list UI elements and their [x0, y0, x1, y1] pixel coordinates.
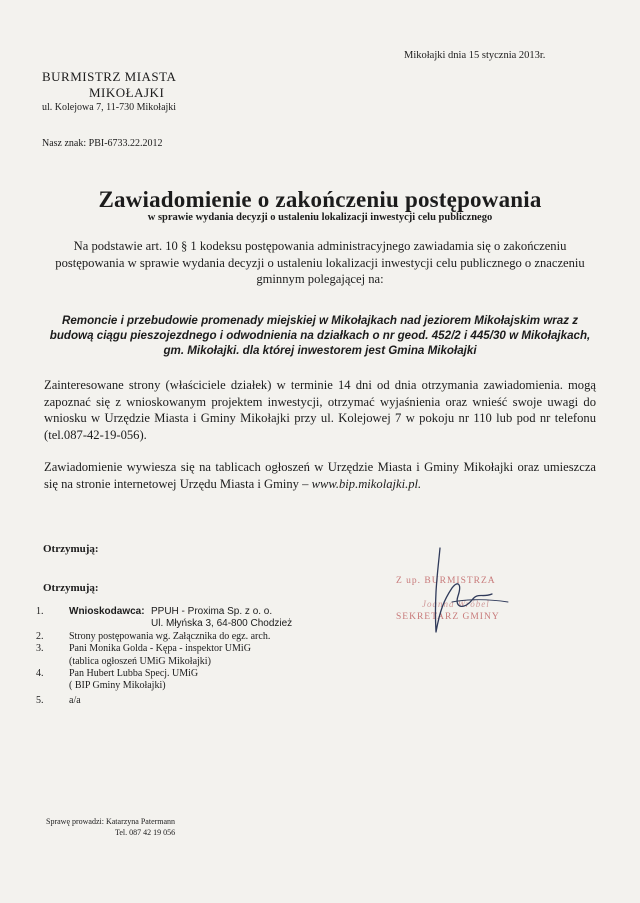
reference-number: Nasz znak: PBI-6733.22.2012: [42, 138, 163, 149]
signature: [412, 540, 532, 640]
document-subtitle: w sprawie wydania decyzji o ustaleniu lokalizacji inwestycji celu publicznego: [147, 212, 493, 223]
list-item: [36, 695, 596, 707]
list-item: [36, 668, 596, 680]
item-number: 4.: [36, 668, 44, 680]
item-number: 5.: [36, 694, 44, 706]
notice-paragraph: [44, 459, 596, 492]
issuer-office-line1: BURMISTRZ MIASTA: [42, 69, 177, 84]
recipients-heading-1: Otrzymują:: [43, 543, 99, 555]
item-text: Pani Monika Golda - Kępa - inspektor UMiG: [69, 643, 251, 655]
recipients-heading-2: Otrzymują:: [43, 582, 99, 594]
issuer-office-line2: MIKOŁAJKI: [89, 85, 165, 100]
list-item: [36, 643, 596, 655]
item-number: 1.: [36, 606, 44, 617]
item-subtext: ( BIP Gminy Mikołajki): [69, 680, 166, 692]
stamp-line-1: Z up. BURMISTRZA: [396, 576, 496, 586]
stamp-line-3: SEKRETARZ GMINY: [396, 612, 500, 622]
applicant-name: PPUH - Proxima Sp. z o. o.: [151, 606, 273, 617]
item-subtext: (tablica ogłoszeń UMiG Mikołajki): [69, 655, 211, 667]
item-number: 3.: [36, 643, 44, 655]
item-text: a/a: [69, 694, 81, 706]
stamp-line-2: Joanna Wróbel: [422, 599, 490, 609]
case-handler-phone: Tel. 087 42 19 056: [115, 828, 176, 837]
notice-text: Zawiadomienie wywiesza się na tablicach ogłoszeń w Urzędzie Miasta i Gminy Mikołajki oraz umieszcza się na stronie internetowej Urzędu Miasta i Gminy –: [44, 460, 596, 491]
intro-paragraph: Na podstawie art. 10 § 1 kodeksu postępowania administracyjnego zawiadamia się o zakończeniu postępowania w sprawie wydania decyzji o ustaleniu lokalizacji inwestycji celu publicznego o znaczeniu gminnym polegającej na:: [55, 239, 585, 287]
document-date: Mikołajki dnia 15 stycznia 2013r.: [404, 50, 546, 61]
official-stamp: [372, 540, 532, 640]
info-paragraph: Zainteresowane strony (właściciele działek) w terminie 14 dni od dnia otrzymania zawiadomienia. mogą zapoznać się z wnioskowanym projektem inwestycji, otrzymać wyjaśnienia oraz wnieść swoje uwagi do wniosku w Urzędzie Miasta i Gminy Mikołajki przy ul. Kolejowej 7 w pokoju nr 110 lub pod nr telefonu (tel.087-42-19-056).: [44, 378, 596, 442]
bip-url: www.bip.mikolajki.pl.: [311, 476, 422, 491]
issuer-address: ul. Kolejowa 7, 11-730 Mikołajki: [42, 102, 177, 113]
document-title: Zawiadomienie o zakończeniu postępowania: [98, 187, 542, 212]
item-text: Strony postępowania wg. Załącznika do egz. arch.: [69, 630, 271, 642]
item-number: 2.: [36, 630, 44, 642]
item-text: Pan Hubert Lubba Specj. UMiG: [69, 668, 199, 680]
applicant-label: Wnioskodawca:: [69, 606, 145, 617]
case-handler: Sprawę prowadzi: Katarzyna Patermann: [46, 817, 176, 826]
applicant-address: Ul. Młyńska 3, 64-800 Chodzież: [151, 618, 293, 630]
project-description: Remoncie i przebudowie promenady miejskiej w Mikołajkach nad jeziorem Mikołajskim wraz z budową ciągu pieszojezdnego i odwodnienia na działkach o nr geod. 452/2 i 445/30 w Mikołajkach, gm. Mikołajki. dla której inwestorem jest Gmina Mikołajki: [49, 314, 591, 357]
